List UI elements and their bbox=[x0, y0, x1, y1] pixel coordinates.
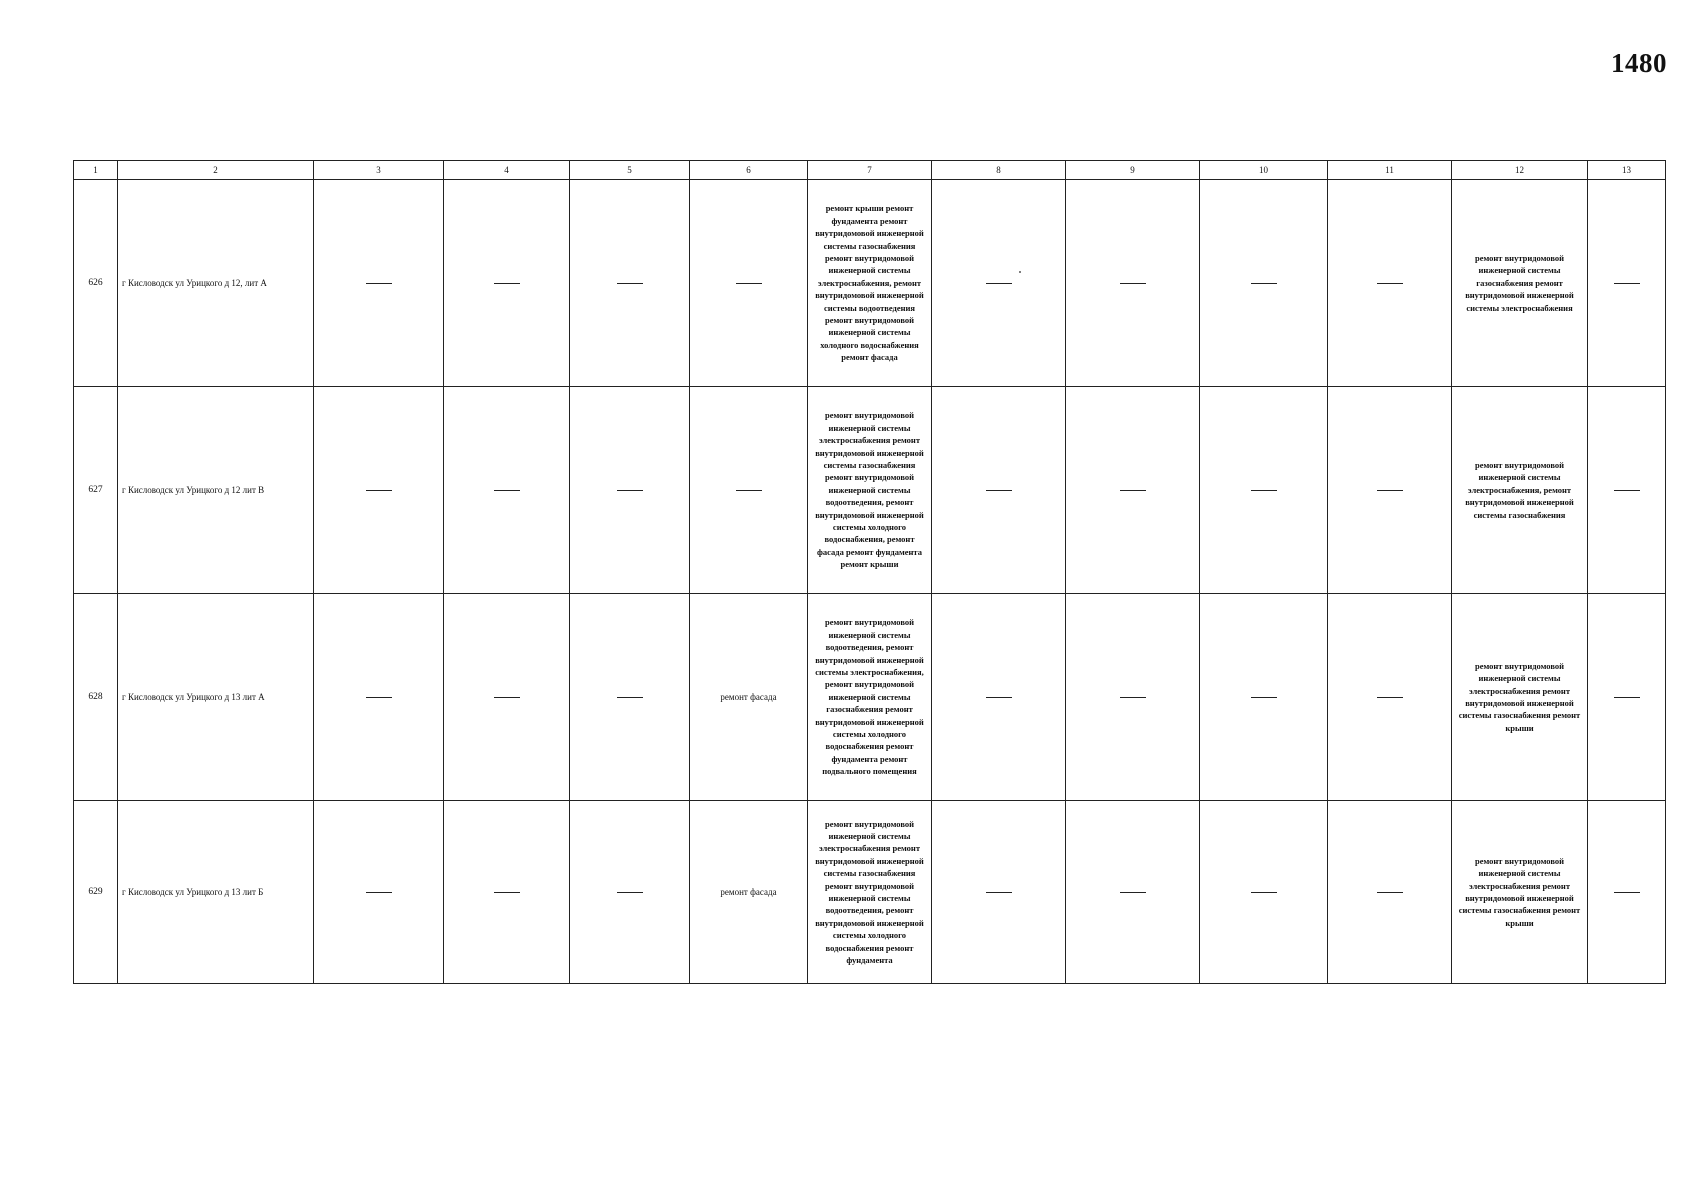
empty-cell bbox=[1588, 801, 1666, 984]
empty-cell bbox=[570, 801, 690, 984]
table-row bbox=[74, 387, 1666, 594]
header-cell: 3 bbox=[314, 161, 444, 180]
header-cell: 11 bbox=[1328, 161, 1452, 180]
dash-mark bbox=[494, 697, 520, 698]
dash-mark bbox=[986, 490, 1012, 491]
empty-cell bbox=[314, 594, 444, 801]
dash-mark bbox=[617, 892, 643, 893]
header-cell: 10 bbox=[1200, 161, 1328, 180]
dash-mark bbox=[986, 697, 1012, 698]
address-cell: г Кисловодск ул Урицкого д 12, лит А bbox=[118, 180, 314, 387]
empty-cell bbox=[1200, 180, 1328, 387]
address-cell: г Кисловодск ул Урицкого д 13 лит Б bbox=[118, 801, 314, 984]
empty-cell bbox=[1328, 594, 1452, 801]
dash-mark bbox=[1377, 283, 1403, 284]
empty-cell bbox=[570, 594, 690, 801]
dash-mark bbox=[366, 490, 392, 491]
empty-cell bbox=[932, 594, 1066, 801]
table-row bbox=[74, 801, 1666, 984]
work-types-cell: ремонт внутридомовой инженерной системы водоотведения, ремонт внутридомовой инженерной системы электроснабжения, ремонт внутридомовой инженерной системы газоснабжения ремонт внутридомовой инженерной системы холодного водоснабжения ремонт фундамента ремонт подвального помещения bbox=[808, 594, 932, 801]
page-number: 1480 bbox=[1611, 48, 1667, 78]
header-cell: 6 bbox=[690, 161, 808, 180]
dash-mark bbox=[1120, 892, 1146, 893]
empty-cell bbox=[1588, 180, 1666, 387]
work-types-cell: ремонт крыши ремонт фундамента ремонт внутридомовой инженерной системы газоснабжения ремонт внутридомовой инженерной системы электроснабжения, ремонт внутридомовой инженерной системы водоотведения ремонт внутридомовой инженерной системы холодного водоснабжения ремонт фасада bbox=[808, 180, 932, 387]
dash-mark bbox=[1377, 892, 1403, 893]
dash-mark bbox=[1251, 697, 1277, 698]
facade-repair-cell: ремонт фасада bbox=[690, 801, 808, 984]
dash-mark bbox=[1120, 490, 1146, 491]
dash-mark bbox=[1251, 490, 1277, 491]
empty-cell bbox=[690, 387, 808, 594]
facade-repair-cell: ремонт фасада bbox=[690, 594, 808, 801]
repair-schedule-table bbox=[73, 160, 1666, 984]
address-cell: г Кисловодск ул Урицкого д 13 лит А bbox=[118, 594, 314, 801]
empty-cell bbox=[1200, 594, 1328, 801]
header-cell: 5 bbox=[570, 161, 690, 180]
dash-mark bbox=[1251, 283, 1277, 284]
dash-mark bbox=[1377, 697, 1403, 698]
dash-mark bbox=[1614, 697, 1640, 698]
dash-mark bbox=[494, 892, 520, 893]
header-cell: 2 bbox=[118, 161, 314, 180]
empty-cell bbox=[444, 801, 570, 984]
dash-mark bbox=[1614, 490, 1640, 491]
header-cell: 9 bbox=[1066, 161, 1200, 180]
header-cell: 7 bbox=[808, 161, 932, 180]
dash-mark bbox=[1377, 490, 1403, 491]
scan-speck bbox=[1019, 271, 1021, 273]
empty-cell bbox=[570, 180, 690, 387]
empty-cell bbox=[314, 801, 444, 984]
work-types-cell: ремонт внутридомовой инженерной системы электроснабжения ремонт внутридомовой инженерной системы газоснабжения ремонт крыши bbox=[1452, 801, 1588, 984]
empty-cell bbox=[314, 180, 444, 387]
repair-schedule-table-container bbox=[73, 160, 1665, 984]
empty-cell bbox=[1200, 801, 1328, 984]
dash-mark bbox=[736, 490, 762, 491]
empty-cell bbox=[932, 387, 1066, 594]
dash-mark bbox=[1120, 697, 1146, 698]
empty-cell bbox=[932, 801, 1066, 984]
row-number: 626 bbox=[74, 180, 118, 387]
dash-mark bbox=[986, 892, 1012, 893]
dash-mark bbox=[617, 697, 643, 698]
row-number: 627 bbox=[74, 387, 118, 594]
empty-cell bbox=[444, 594, 570, 801]
dash-mark bbox=[366, 892, 392, 893]
table-row bbox=[74, 180, 1666, 387]
dash-mark bbox=[366, 697, 392, 698]
empty-cell bbox=[1066, 180, 1200, 387]
dash-mark bbox=[1120, 283, 1146, 284]
work-types-cell: ремонт внутридомовой инженерной системы газоснабжения ремонт внутридомовой инженерной системы электроснабжения bbox=[1452, 180, 1588, 387]
empty-cell bbox=[314, 387, 444, 594]
work-types-cell: ремонт внутридомовой инженерной системы электроснабжения ремонт внутридомовой инженерной системы газоснабжения ремонт внутридомовой инженерной системы водоотведения, ремонт внутридомовой инженерной системы холодного водоснабжения ремонт фундамента bbox=[808, 801, 932, 984]
empty-cell bbox=[690, 180, 808, 387]
header-cell: 13 bbox=[1588, 161, 1666, 180]
empty-cell bbox=[444, 180, 570, 387]
header-cell: 12 bbox=[1452, 161, 1588, 180]
empty-cell bbox=[570, 387, 690, 594]
address-cell: г Кисловодск ул Урицкого д 12 лит В bbox=[118, 387, 314, 594]
table-row bbox=[74, 594, 1666, 801]
row-number: 628 bbox=[74, 594, 118, 801]
empty-cell bbox=[1328, 801, 1452, 984]
dash-mark bbox=[1614, 892, 1640, 893]
header-row bbox=[74, 161, 1666, 180]
empty-cell bbox=[1066, 801, 1200, 984]
dash-mark bbox=[617, 283, 643, 284]
dash-mark bbox=[617, 490, 643, 491]
dash-mark bbox=[736, 283, 762, 284]
header-cell: 8 bbox=[932, 161, 1066, 180]
empty-cell bbox=[444, 387, 570, 594]
header-cell: 4 bbox=[444, 161, 570, 180]
work-types-cell: ремонт внутридомовой инженерной системы электроснабжения ремонт внутридомовой инженерной системы газоснабжения ремонт крыши bbox=[1452, 594, 1588, 801]
work-types-cell: ремонт внутридомовой инженерной системы электроснабжения, ремонт внутридомовой инженерной системы газоснабжения bbox=[1452, 387, 1588, 594]
empty-cell bbox=[1328, 387, 1452, 594]
dash-mark bbox=[494, 490, 520, 491]
empty-cell bbox=[932, 180, 1066, 387]
empty-cell bbox=[1066, 594, 1200, 801]
empty-cell bbox=[1200, 387, 1328, 594]
header-cell: 1 bbox=[74, 161, 118, 180]
empty-cell bbox=[1066, 387, 1200, 594]
row-number: 629 bbox=[74, 801, 118, 984]
empty-cell bbox=[1328, 180, 1452, 387]
dash-mark bbox=[494, 283, 520, 284]
work-types-cell: ремонт внутридомовой инженерной системы электроснабжения ремонт внутридомовой инженерной системы газоснабжения ремонт внутридомовой инженерной системы водоотведения, ремонт внутридомовой инженерной системы холодного водоснабжения, ремонт фасада ремонт фундамента ремонт крыши bbox=[808, 387, 932, 594]
empty-cell bbox=[1588, 387, 1666, 594]
dash-mark bbox=[986, 283, 1012, 284]
dash-mark bbox=[1614, 283, 1640, 284]
dash-mark bbox=[1251, 892, 1277, 893]
empty-cell bbox=[1588, 594, 1666, 801]
dash-mark bbox=[366, 283, 392, 284]
